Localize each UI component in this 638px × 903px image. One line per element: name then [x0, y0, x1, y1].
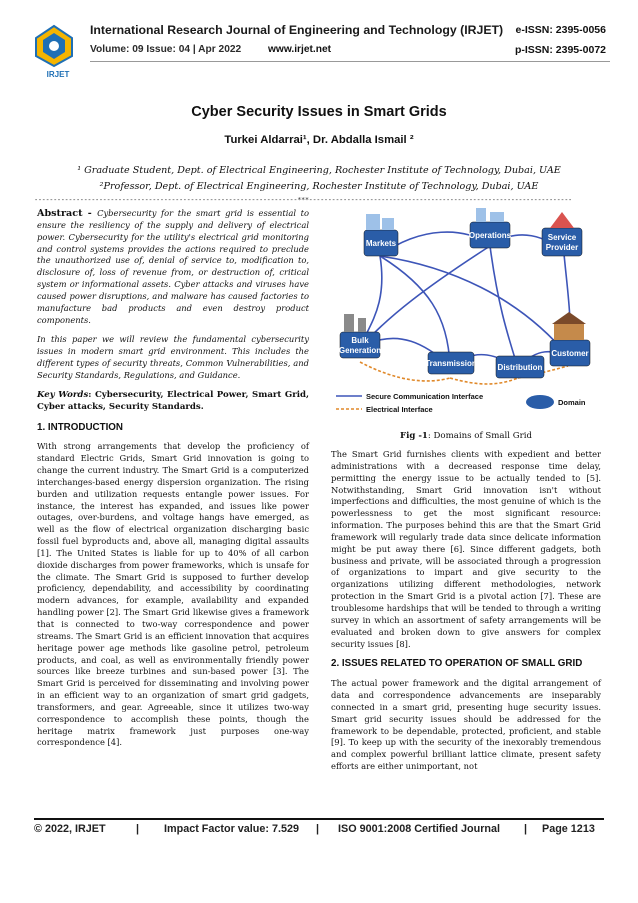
legend-domain: Domain [558, 398, 586, 407]
legend-electrical-interface: Electrical Interface [366, 405, 433, 414]
affiliation-2: ²Professor, Dept. of Electrical Engineering, Rochester Institute of Technology, Dubai, UAE [99, 181, 539, 192]
right-column [331, 449, 601, 781]
figure-label-distribution: Distribution [497, 363, 543, 372]
abstract-text: Cybersecurity for the smart grid is essential to ensure the resiliency of the supply and delivery of electrical power. Cybersecurity for the utility's electrical grid monitoring and control systems provides the actions required to preclude the unauthorized use of, denial of service to, modification to, disclosure of, loss of revenue from, or destruction of, critical system or informational assets. Cyber attacks and viruses have caused power disruptions, and malware has caused factories to manufacture bad products and even destroy product components. [37, 208, 309, 325]
figure-caption-text: : Domains of Small Grid [427, 431, 532, 441]
figure-diagram [328, 206, 598, 420]
section-1-text: With strong arrangements that develop the proficiency of standard Electric Grids, Smart Grid innovation is going to change the current industry. The Smart Grid is a computerized interchanges-based energy dispersion organization. The rising burden and utilization requests entangle power issues. For instance, the interest has expanded, and issues like power outages, over-burdens, and voltage hangs have emerged, as well as the flow of electrical organization discharging basic fossil fuel byproducts and, above all, managing digital assaults [1]. The United States is liable for up to 40% of all carbon dioxide discharges from power frameworks, which is unsafe for the climate. The Smart Grid is supposed to further develop proficiency, dependability, and accessibility by coordinating modern advances, for example, availability and expanded handling power [2]. The Smart Grid likewise gives a framework that is connected to two-way correspondence and power streams. The Smart Grid is an efficient innovation that acquires heritage power age methods like gasoline petrol, petroleum products, and coal, as well as environmentally friendly power sources like breeze turbines and sun-based power [3]. The Smart Grid is perceived for disseminating and involving power in an efficient way to an organization of smart grid gadgets, transformers, and gear. Agreeable, since it utilizes two-way correspondence to accomplish these points, though the heritage matrix framework just purposes one-way correspondence [4]. [37, 441, 309, 748]
paper-title: Cyber Security Issues in Smart Grids [191, 104, 447, 120]
journal-header [30, 20, 610, 82]
footer-separator-3: | [524, 823, 528, 835]
right-paragraph-1: The Smart Grid furnishes clients with expedient and better administrations with a decreased response time delay, permitting the energy issue to be actually tended to [5]. Notwithstanding, Smart Grid innovation isn't without imperfections and difficulties, the most genuine of which is the powerlessness to get the most significant resource: information. The purposes behind this are that the Smart Grid framework will regularly trade data since delicate information might be put away there [6]. Since different gadgets, both business and private, will be associated through a progression of organizations to impart and give security to the organizations utilizing different methodologies, network protection in the Smart Grid is a pivotal action [7]. These are troublesome hardships that will be tended to through a writing survey in which an assortment of safety arrangements will be evaluated and broken down to give answers for complex security issues [8]. [331, 449, 601, 649]
figure-label-customer: Customer [551, 349, 589, 358]
left-column [37, 208, 309, 757]
figure-label-bulk: Bulk [351, 336, 369, 345]
section-1-heading: 1. INTRODUCTION [37, 421, 123, 433]
footer-copyright: © 2022, IRJET [34, 823, 106, 835]
footer-iso: ISO 9001:2008 Certified Journal [338, 823, 501, 835]
smart-grid-domains-figure [328, 206, 598, 420]
abstract [37, 208, 309, 326]
figure-label-transmission: Transmission [425, 359, 477, 368]
footer-separator-2: | [316, 823, 320, 835]
figure-label-markets: Markets [365, 239, 397, 248]
footer-rule [34, 818, 604, 820]
figure-caption-label: Fig -1 [399, 431, 428, 441]
figure-label-provider: Provider [545, 243, 579, 252]
figure-label-operations: Operations [468, 231, 512, 240]
figure-caption [331, 431, 601, 441]
logo-text: IRJET [46, 70, 70, 79]
journal-website[interactable]: www.irjet.net [268, 44, 332, 55]
footer-impact-factor: Impact Factor value: 7.529 [164, 823, 300, 835]
irjet-logo [34, 24, 74, 79]
keywords-text: : Cybersecurity, Electrical Power, Smart Grid, Cyber attacks, Security Standards. [37, 389, 309, 412]
p-issn: p-ISSN: 2395-0072 [514, 44, 606, 56]
affiliation-1: ¹ Graduate Student, Dept. of Electrical Engineering, Rochester Institute of Technology, Dubai, UAE [77, 165, 561, 176]
authors: Turkei Aldarrai¹, Dr. Abdalla Ismail ² [224, 134, 414, 146]
section-divider: ---------------------------------------------------------------------***--------------------------------------------------------------------- [34, 196, 572, 204]
footer-page: Page 1213 [542, 823, 595, 835]
journal-title: International Research Journal of Engineering and Technology (IRJET) [90, 23, 504, 37]
keywords [37, 390, 309, 414]
footer-separator-1: | [136, 823, 140, 835]
header-rule [90, 61, 610, 62]
abstract-label: Abstract - [37, 208, 98, 219]
figure-label-service: Service [547, 233, 577, 242]
e-issn: e-ISSN: 2395-0056 [515, 24, 606, 36]
volume-issue: Volume: 09 Issue: 04 | Apr 2022 [90, 44, 242, 55]
legend-secure-interface: Secure Communication Interface [366, 392, 484, 401]
keywords-label: Key Words [37, 389, 89, 400]
abstract-text-2: In this paper we will review the fundamental cybersecurity issues in modern smart grid environment. This includes the different types of security threats, Common Vulnerabilities, and Security Standards, Regulations, and Guidance. [37, 334, 309, 380]
section-2-heading: 2. ISSUES RELATED TO OPERATION OF SMALL GRID [331, 658, 583, 670]
figure-label-generation: Generation [338, 346, 382, 355]
right-paragraph-2: The actual power framework and the digital arrangement of data and correspondence advancements are inseparably connected in a smart grid, presenting huge security issues. Smart grid security issues should be addressed for the framework to be dependable, protected, proficient, and stable [9]. To keep up with the security of the inexorably tremendous and complex powerful brilliant lattice climate, present safety efforts are either unimportant, not [331, 678, 601, 772]
